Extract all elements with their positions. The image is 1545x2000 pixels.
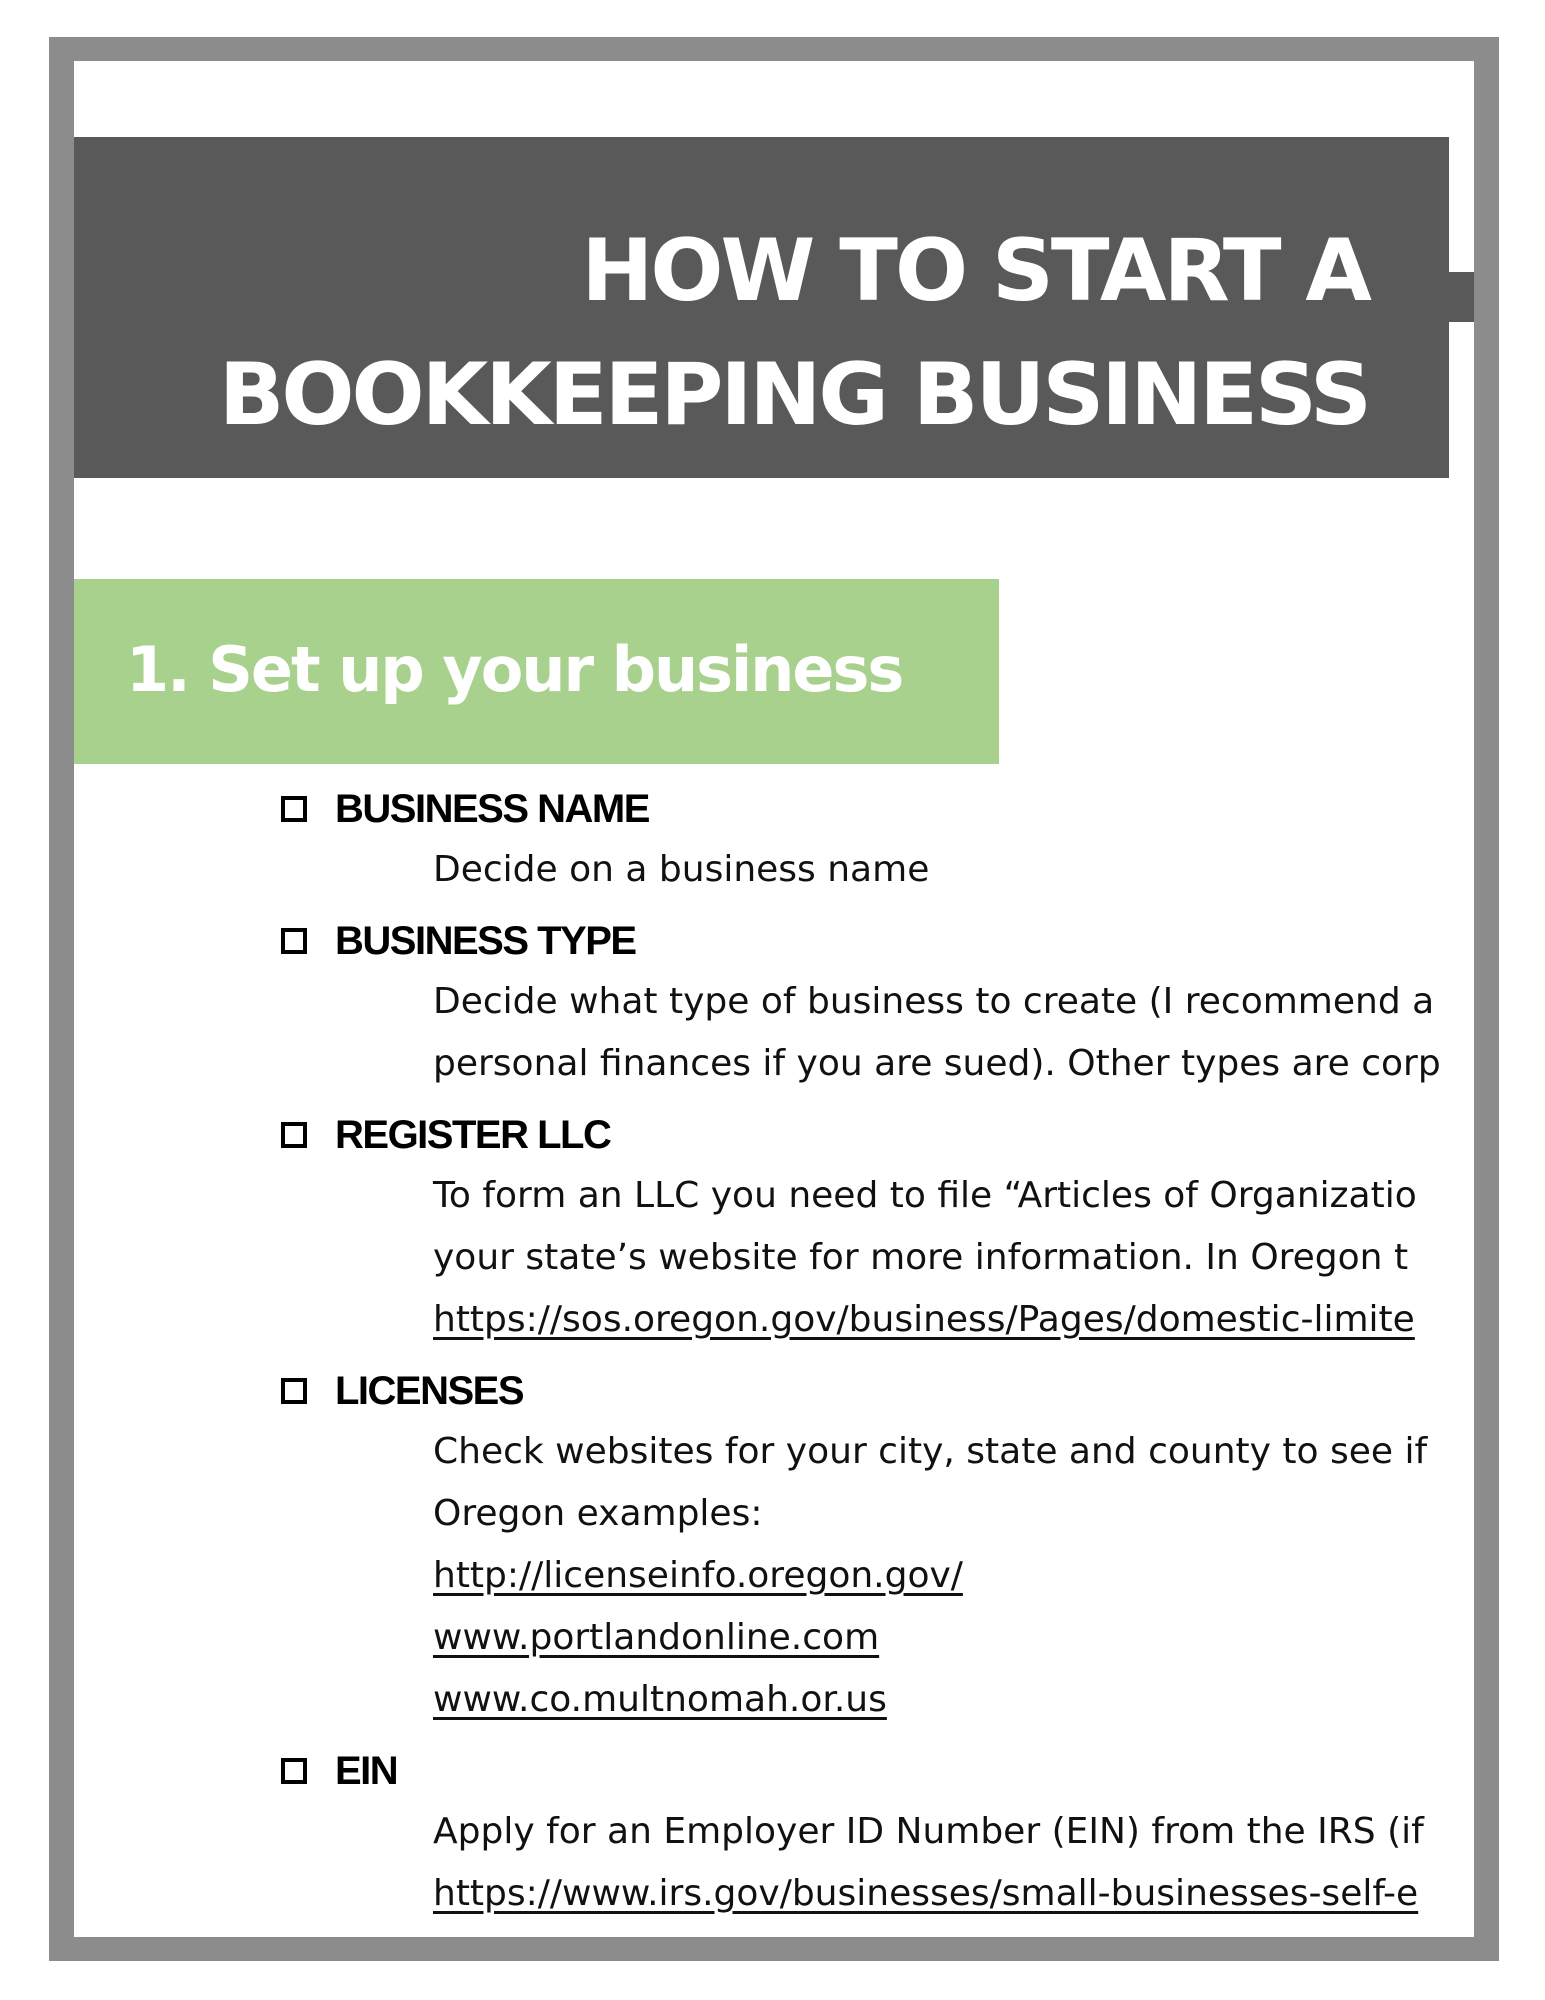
title-banner-tab [1449, 272, 1474, 322]
page-title [219, 209, 1369, 457]
item-description [433, 839, 1474, 901]
checkbox-icon[interactable] [281, 796, 307, 822]
checklist-item-business-name [281, 779, 1474, 901]
section-banner [74, 579, 999, 764]
checkbox-icon[interactable] [281, 1122, 307, 1148]
checklist-item-licenses [281, 1361, 1474, 1731]
irs-link[interactable]: https://www.irs.gov/businesses/small-businesses-self-e [433, 1873, 1419, 1914]
title-line-1: HOW TO START A [581, 221, 1369, 321]
checkbox-icon[interactable] [281, 1758, 307, 1784]
checkbox-icon[interactable] [281, 928, 307, 954]
multnomah-link[interactable]: www.co.multnomah.or.us [433, 1679, 887, 1720]
item-label: REGISTER LLC [335, 1112, 611, 1157]
portlandonline-link[interactable]: www.portlandonline.com [433, 1617, 880, 1658]
description-line: Decide on a business name [433, 849, 930, 890]
description-line: Decide what type of business to create (I recommend a [433, 981, 1435, 1022]
item-description [433, 971, 1474, 1095]
licenseinfo-link[interactable]: http://licenseinfo.oregon.gov/ [433, 1555, 963, 1596]
description-line: Oregon examples: [433, 1493, 763, 1534]
sos-oregon-link[interactable]: https://sos.oregon.gov/business/Pages/domestic-limite [433, 1299, 1415, 1340]
description-line: To form an LLC you need to file “Articles of Organizatio [433, 1175, 1417, 1216]
item-description [433, 1801, 1474, 1925]
checklist-item-business-type [281, 911, 1474, 1095]
title-line-2: BOOKKEEPING BUSINESS [218, 345, 1369, 445]
section-heading: 1. Set up your business [126, 633, 903, 706]
item-label: BUSINESS TYPE [335, 918, 636, 963]
item-description [433, 1165, 1474, 1351]
item-description [433, 1421, 1474, 1731]
description-line: Check websites for your city, state and county to see if [433, 1431, 1428, 1472]
document-page [74, 61, 1474, 1937]
checklist-item-ein [281, 1741, 1474, 1925]
item-label: EIN [335, 1748, 398, 1793]
title-banner [74, 137, 1449, 478]
item-label: BUSINESS NAME [335, 786, 649, 831]
checklist-item-register-llc [281, 1105, 1474, 1351]
item-label: LICENSES [335, 1368, 524, 1413]
checkbox-icon[interactable] [281, 1378, 307, 1404]
description-line: personal finances if you are sued). Other types are corp [433, 1043, 1441, 1084]
description-line: Apply for an Employer ID Number (EIN) from the IRS (if [433, 1811, 1424, 1852]
description-line: your state’s website for more information. In Oregon t [433, 1237, 1409, 1278]
